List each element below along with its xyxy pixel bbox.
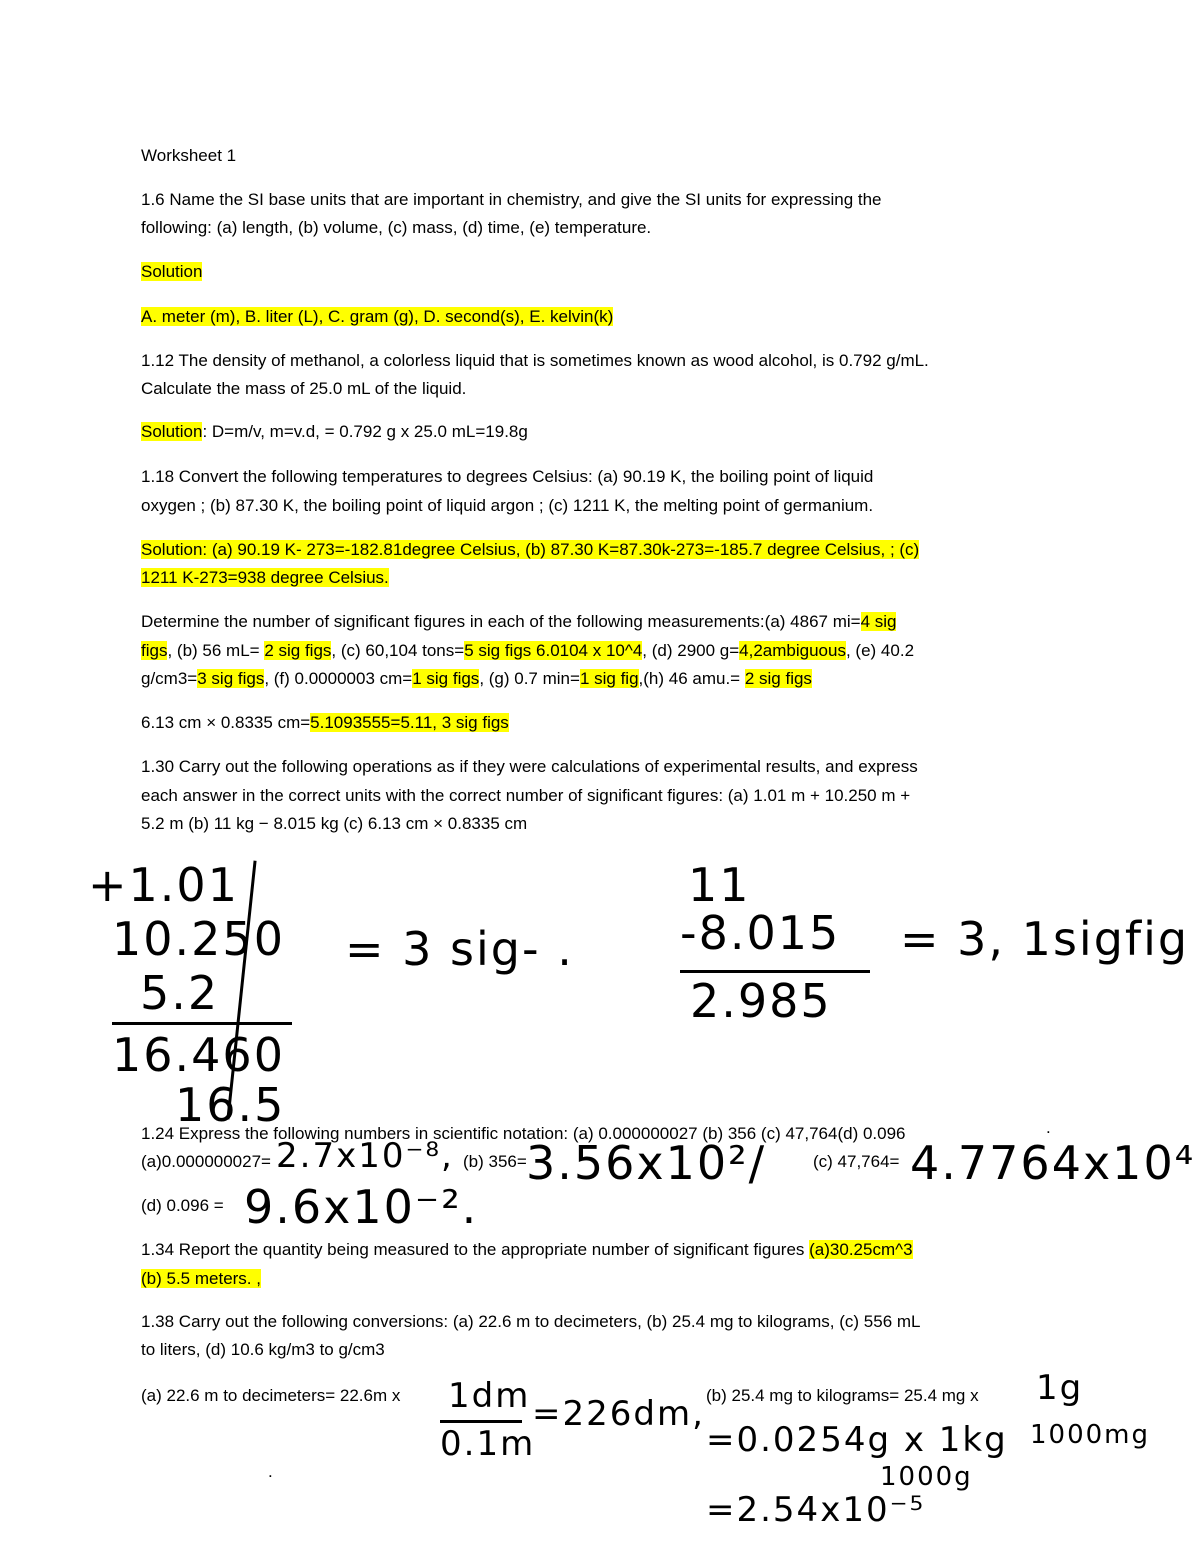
answer-highlight: (a)30.25cm^3 xyxy=(809,1240,913,1259)
text-segment: , (e) 40.2 xyxy=(845,641,915,660)
solution-1-18-line1 xyxy=(141,536,919,564)
text-segment: , (g) 0.7 min= xyxy=(479,669,580,688)
sum-rule xyxy=(112,1022,292,1025)
handwriting-1-24-d: 9.6x10⁻². xyxy=(244,1180,479,1234)
question-1-30-line2: each answer in the correct units with the correct number of significant figures: (a) 1.01 m + 10.250 m + xyxy=(141,786,911,805)
handwriting-difference: 2.985 xyxy=(690,974,832,1028)
handwriting-sum: 16.460 xyxy=(112,1028,285,1082)
answer-highlight: (b) 5.5 meters. , xyxy=(141,1269,261,1288)
answer-highlight: 4 sig xyxy=(860,612,897,631)
text-segment: , (b) 56 mL= xyxy=(167,641,265,660)
question-1-12-line2: Calculate the mass of 25.0 mL of the liquid. xyxy=(141,379,467,398)
answer-1-38-b-label: (b) 25.4 mg to kilograms= 25.4 mg x xyxy=(706,1386,979,1405)
handwriting-1-24-a: 2.7x10⁻⁸, xyxy=(276,1136,454,1176)
handwriting-1-38-a-denominator: 0.1m xyxy=(440,1424,536,1464)
question-1-6-line1: 1.6 Name the SI base units that are important in chemistry, and give the SI units for expressing the xyxy=(141,190,882,209)
text-segment: g/cm3= xyxy=(141,669,198,688)
handwriting-1-24-c: 4.7764x10⁴ xyxy=(910,1136,1196,1190)
question-1-18-line2: oxygen ; (b) 87.30 K, the boiling point of liquid argon ; (c) 1211 K, the melting point of germanium. xyxy=(141,496,874,515)
handwriting-equals-2: = 3, 1sigfig xyxy=(900,912,1190,966)
handwriting-1-38-a-numerator: 1dm xyxy=(448,1376,531,1416)
question-1-34-line1 xyxy=(141,1236,913,1264)
stray-bullet: . xyxy=(268,1462,273,1481)
question-1-38-line1: 1.38 Carry out the following conversions: (a) 22.6 m to decimeters, (b) 25.4 mg to kilograms, (c) 556 mL xyxy=(141,1312,921,1331)
fraction-rule-a xyxy=(440,1420,522,1423)
handwriting-1-24-b: 3.56x10²/ xyxy=(526,1136,767,1190)
answer-highlight: 2 sig figs xyxy=(264,641,332,660)
answer-highlight: 5.1093555=5.11, 3 sig figs xyxy=(310,713,509,732)
question-1-30-line1: 1.30 Carry out the following operations as if they were calculations of experimental results, and express xyxy=(141,757,918,776)
solution-1-18-line2 xyxy=(141,564,389,592)
answer-highlight: 5 sig figs 6.0104 x 10^4 xyxy=(464,641,643,660)
answer-highlight: 4,2ambiguous xyxy=(739,641,846,660)
answer-1-38-a-label: (a) 22.6 m to decimeters= 22.6m x xyxy=(141,1386,401,1405)
stray-dot: . xyxy=(1046,1118,1051,1137)
answer-1-24-a-label: (a)0.000000027= xyxy=(141,1152,271,1171)
handwriting-1-38-b-numerator: 1g xyxy=(1036,1368,1084,1408)
question-1-12-line1: 1.12 The density of methanol, a colorless liquid that is sometimes known as wood alcohol, is 0.792 g/mL. xyxy=(141,351,929,370)
question-1-18-line1: 1.18 Convert the following temperatures to degrees Celsius: (a) 90.19 K, the boiling point of liquid xyxy=(141,467,874,486)
answer-highlight: figs xyxy=(141,641,168,660)
answer-1-24-b-label: (b) 356= xyxy=(463,1152,527,1171)
solution-highlight: Solution xyxy=(141,262,203,281)
worksheet-title: Worksheet 1 xyxy=(141,146,237,165)
answer-highlight: 1 sig figs xyxy=(412,669,480,688)
question-1-38-line2: to liters, (d) 10.6 kg/m3 to g/cm3 xyxy=(141,1340,385,1359)
difference-rule xyxy=(680,970,870,973)
text-segment: , (d) 2900 g= xyxy=(642,641,740,660)
answer-1-24-d-label: (d) 0.096 = xyxy=(141,1196,224,1215)
handwriting-subtrahend: -8.015 xyxy=(680,906,841,960)
handwriting-minuend: 11 xyxy=(688,858,751,912)
handwriting-1-38-b-denominator: 1000mg xyxy=(1030,1420,1150,1450)
sigfig-line3 xyxy=(141,665,812,693)
calc-line xyxy=(141,709,509,737)
answer-highlight: 1 sig fig xyxy=(579,669,639,688)
text-segment: 1.34 Report the quantity being measured to the appropriate number of significant figures xyxy=(141,1240,810,1259)
text-segment: , (f) 0.0000003 cm= xyxy=(264,669,413,688)
answer-highlight: A. meter (m), B. liter (L), C. gram (g), D. second(s), E. kelvin(k) xyxy=(141,307,614,326)
text-segment: 6.13 cm × 0.8335 cm= xyxy=(141,713,311,732)
question-1-34-line2 xyxy=(141,1265,261,1293)
handwriting-1-38-a-result: =226dm, xyxy=(532,1394,705,1434)
question-1-30-line3: 5.2 m (b) 11 kg − 8.015 kg (c) 6.13 cm × 0.8335 cm xyxy=(141,814,528,833)
answer-highlight: 3 sig figs xyxy=(197,669,265,688)
solution-label xyxy=(141,258,202,286)
text-segment: Determine the number of significant figures in each of the following measurements:(a) 4867 mi= xyxy=(141,612,861,631)
handwriting-addend-3: 5.2 xyxy=(140,966,220,1020)
handwriting-equals-1: = 3 sig- . xyxy=(345,922,574,976)
handwriting-1-38-b-result: =2.54x10⁻⁵ xyxy=(706,1490,926,1530)
sigfig-line2 xyxy=(141,637,914,665)
handwriting-1-38-b-step-denominator: 1000g xyxy=(880,1462,973,1492)
answer-highlight: 2 sig figs xyxy=(744,669,812,688)
solution-text: : D=m/v, m=v.d, = 0.792 g x 25.0 mL=19.8g xyxy=(202,422,528,441)
solution-highlight: Solution: (a) 90.19 K- 273=-182.81degree Celsius, (b) 87.30 K=87.30k-273=-185.7 degree Celsius, ; (c) xyxy=(141,540,920,559)
handwriting-addend-1: +1.01 xyxy=(88,858,239,912)
solution-highlight: Solution xyxy=(141,422,203,441)
question-1-6-line2: following: (a) length, (b) volume, (c) mass, (d) time, (e) temperature. xyxy=(141,218,652,237)
answer-1-6 xyxy=(141,303,613,331)
sigfig-line1 xyxy=(141,608,896,636)
answer-1-24-c-label: (c) 47,764= xyxy=(813,1152,900,1171)
solution-1-12 xyxy=(141,418,528,446)
text-segment: ,(h) 46 amu.= xyxy=(638,669,745,688)
handwriting-rounded-sum: 16.5 xyxy=(175,1078,286,1132)
solution-highlight: 1211 K-273=938 degree Celsius. xyxy=(141,568,389,587)
question-1-24-line1: 1.24 Express the following numbers in scientific notation: (a) 0.000000027 (b) 356 (c) 47,764(d) 0.096 xyxy=(141,1124,906,1143)
handwriting-addend-2: 10.250 xyxy=(112,912,285,966)
handwriting-1-38-b-step: =0.0254g x 1kg xyxy=(706,1420,1008,1460)
text-segment: , (c) 60,104 tons= xyxy=(331,641,465,660)
